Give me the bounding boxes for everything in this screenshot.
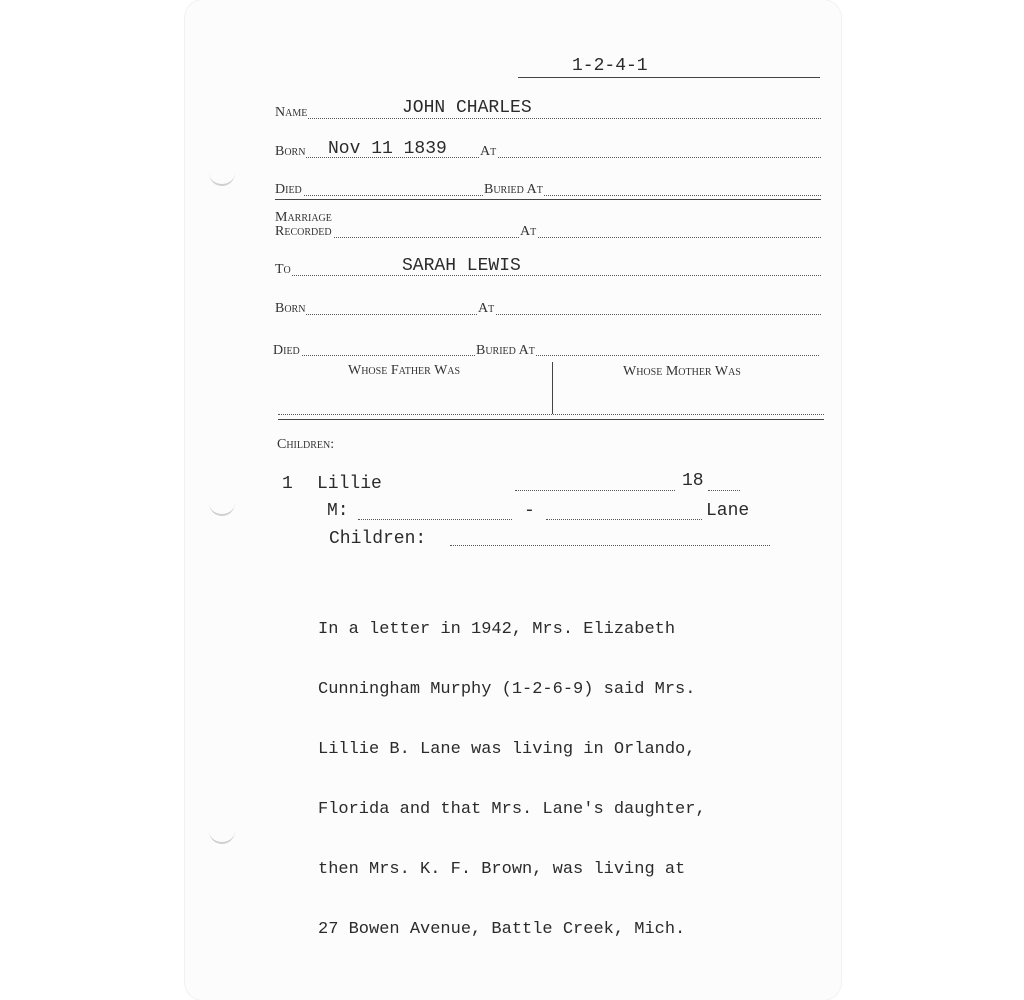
died-line — [275, 195, 821, 196]
child-number: 1 — [282, 474, 293, 494]
record-number: 1-2-4-1 — [572, 56, 648, 76]
parents-line — [278, 414, 824, 415]
note-line: then Mrs. K. F. Brown, was living at — [318, 860, 686, 879]
record-number-line — [518, 77, 820, 78]
child-married-label: M: — [327, 501, 349, 521]
child-born-year-line — [708, 490, 740, 491]
born-at-label: At — [480, 144, 497, 159]
child-children-line — [450, 545, 770, 546]
spouse-died-label: Died — [273, 343, 300, 358]
child-married-surname-line — [546, 519, 702, 520]
spouse-born-label: Born — [275, 301, 306, 316]
name-label: Name — [275, 105, 308, 120]
spouse-born-at-label: At — [478, 301, 495, 316]
spouse-name: SARAH LEWIS — [402, 256, 521, 276]
born-label: Born — [275, 144, 306, 159]
child-married-given-line — [358, 519, 512, 520]
marriage-label: Marriage — [275, 210, 332, 225]
recorded-label: Recorded — [275, 224, 332, 239]
child-born-year-prefix: 18 — [682, 471, 704, 491]
spouse-buried-at-label: Buried At — [476, 343, 535, 358]
marriage-at-label: At — [520, 224, 537, 239]
section-divider-2 — [278, 419, 824, 420]
children-label: Children: — [277, 437, 335, 452]
note-line: Lillie B. Lane was living in Orlando, — [318, 740, 696, 759]
note-line: Florida and that Mrs. Lane's daughter, — [318, 800, 706, 819]
died-label: Died — [275, 182, 302, 197]
child-born-line — [515, 490, 675, 491]
child-children-label: Children: — [329, 529, 427, 549]
whose-father-was-label: Whose Father Was — [348, 363, 461, 378]
note-line: 27 Bowen Avenue, Battle Creek, Mich. — [318, 920, 686, 939]
note-line: Cunningham Murphy (1-2-6-9) said Mrs. — [318, 680, 696, 699]
child-married-dash: - — [524, 501, 535, 521]
person-born-date: Nov 11 1839 — [328, 139, 447, 159]
spouse-born-line — [275, 314, 821, 315]
section-divider-1 — [275, 199, 821, 200]
child-name: Lillie — [317, 474, 382, 494]
buried-at-label: Buried At — [484, 182, 543, 197]
whose-mother-was-label: Whose Mother Was — [623, 364, 741, 379]
record-note — [318, 580, 818, 960]
spouse-line — [275, 275, 821, 276]
marriage-recorded-line — [275, 237, 821, 238]
name-line — [275, 118, 821, 119]
child-married-surname: Lane — [706, 501, 750, 521]
person-name: JOHN CHARLES — [402, 98, 532, 118]
to-label: To — [275, 262, 291, 277]
note-line: In a letter in 1942, Mrs. Elizabeth — [318, 620, 676, 639]
parents-divider — [552, 362, 553, 414]
spouse-died-line — [273, 355, 819, 356]
